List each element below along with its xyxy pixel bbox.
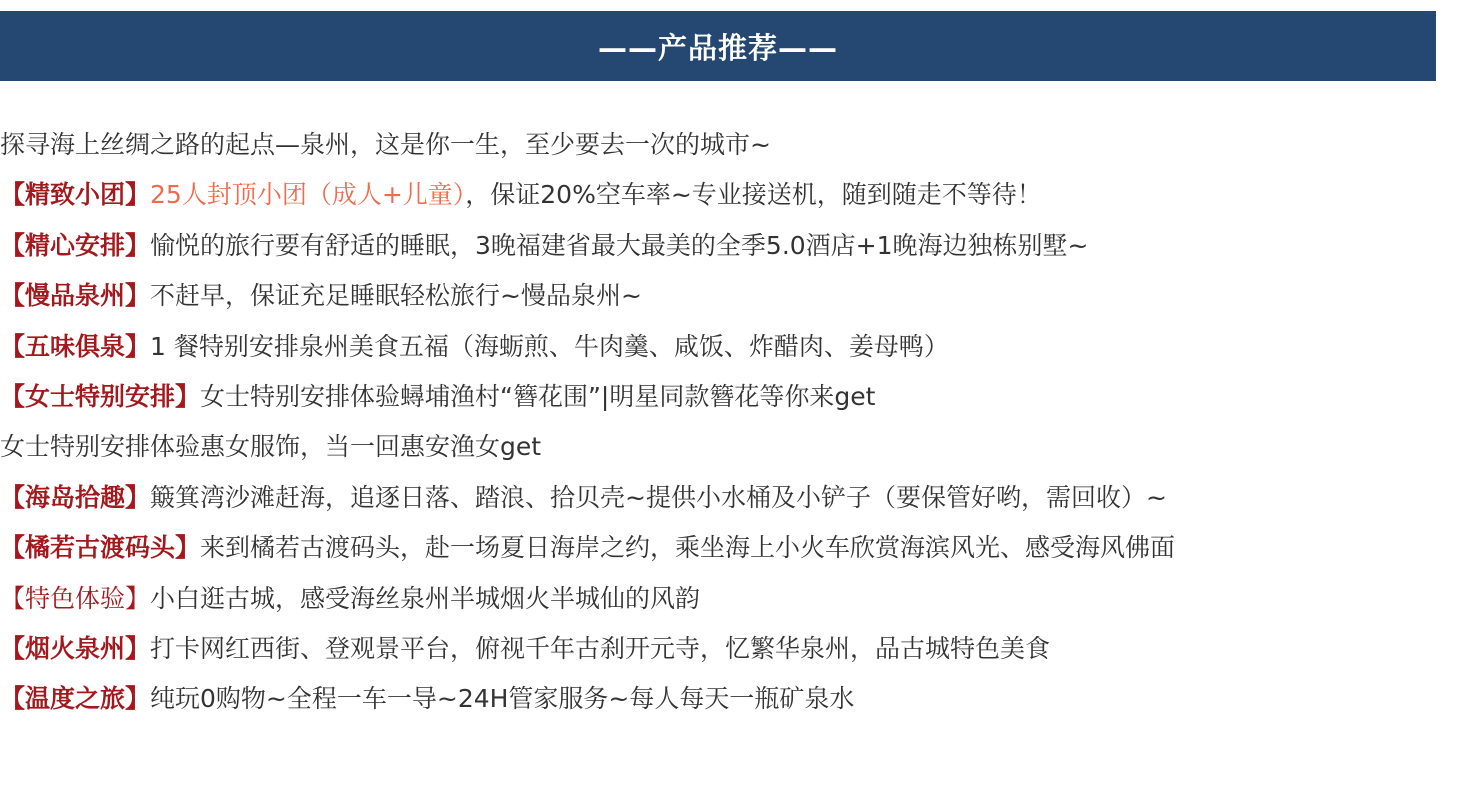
feature-line-ladies [0, 372, 1459, 422]
feature-tag: 【温度之旅】 [0, 684, 151, 714]
feature-tag: 【精致小团】 [0, 180, 151, 210]
feature-text: 不赶早，保证充足睡眠轻松旅行~慢品泉州~ [150, 281, 642, 311]
product-recommendation-list [0, 120, 1459, 725]
feature-text: 女士特别安排体验惠女服饰，当一回惠安渔女get [0, 432, 542, 462]
feature-text: 纯玩0购物~全程一车一导~24H管家服务~每人每天一瓶矿泉水 [150, 684, 855, 714]
feature-highlight: 25人封顶小团（成人+儿童） [150, 180, 466, 210]
feature-text: 小白逛古城，感受海丝泉州半城烟火半城仙的风韵 [150, 583, 701, 613]
feature-line-experience [0, 574, 1459, 624]
feature-tag: 【烟火泉州】 [0, 633, 151, 663]
feature-line-warmth [0, 674, 1459, 724]
feature-line-city-life [0, 624, 1459, 674]
feature-text: 女士特别安排体验蟳埔渔村“簪花围”|明星同款簪花等你来get [200, 381, 876, 411]
feature-line-ladies-continued [0, 422, 1459, 472]
feature-line-pier [0, 523, 1459, 573]
feature-text: 来到橘若古渡码头，赴一场夏日海岸之约，乘坐海上小火车欣赏海滨风光、感受海风佛面 [200, 533, 1176, 563]
feature-tag: 【特色体验】 [0, 583, 151, 613]
feature-line-food [0, 322, 1459, 372]
feature-line-slow-travel [0, 271, 1459, 321]
feature-line-island [0, 473, 1459, 523]
feature-tag: 【精心安排】 [0, 230, 151, 260]
feature-tag: 【五味俱泉】 [0, 331, 151, 361]
section-title: ——产品推荐—— [597, 30, 838, 65]
feature-text: 打卡网红西街、登观景平台，俯视千年古刹开元寺，忆繁华泉州，品古城特色美食 [150, 633, 1051, 663]
feature-tag: 【橘若古渡码头】 [0, 533, 201, 563]
feature-tag: 【慢品泉州】 [0, 281, 151, 311]
intro-line [0, 120, 1459, 170]
feature-tag: 【女士特别安排】 [0, 381, 201, 411]
feature-text: ，保证20%空车率~专业接送机，随到随走不等待！ [465, 180, 1042, 210]
feature-tag: 【海岛拾趣】 [0, 482, 151, 512]
feature-line-arrangement [0, 221, 1459, 271]
feature-text: 簸箕湾沙滩赶海，追逐日落、踏浪、拾贝壳~提供小水桶及小铲子（要保管好哟，需回收）~ [150, 482, 1167, 512]
feature-line-small-group [0, 170, 1459, 220]
feature-text: 愉悦的旅行要有舒适的睡眠，3晚福建省最大最美的全季5.0酒店+1晚海边独栋别墅~ [150, 230, 1089, 260]
section-header-banner [0, 11, 1436, 81]
intro-text: 探寻海上丝绸之路的起点—泉州，这是你一生，至少要去一次的城市~ [0, 130, 771, 159]
feature-text: 1 餐特别安排泉州美食五福（海蛎煎、牛肉羹、咸饭、炸醋肉、姜母鸭） [150, 331, 949, 361]
